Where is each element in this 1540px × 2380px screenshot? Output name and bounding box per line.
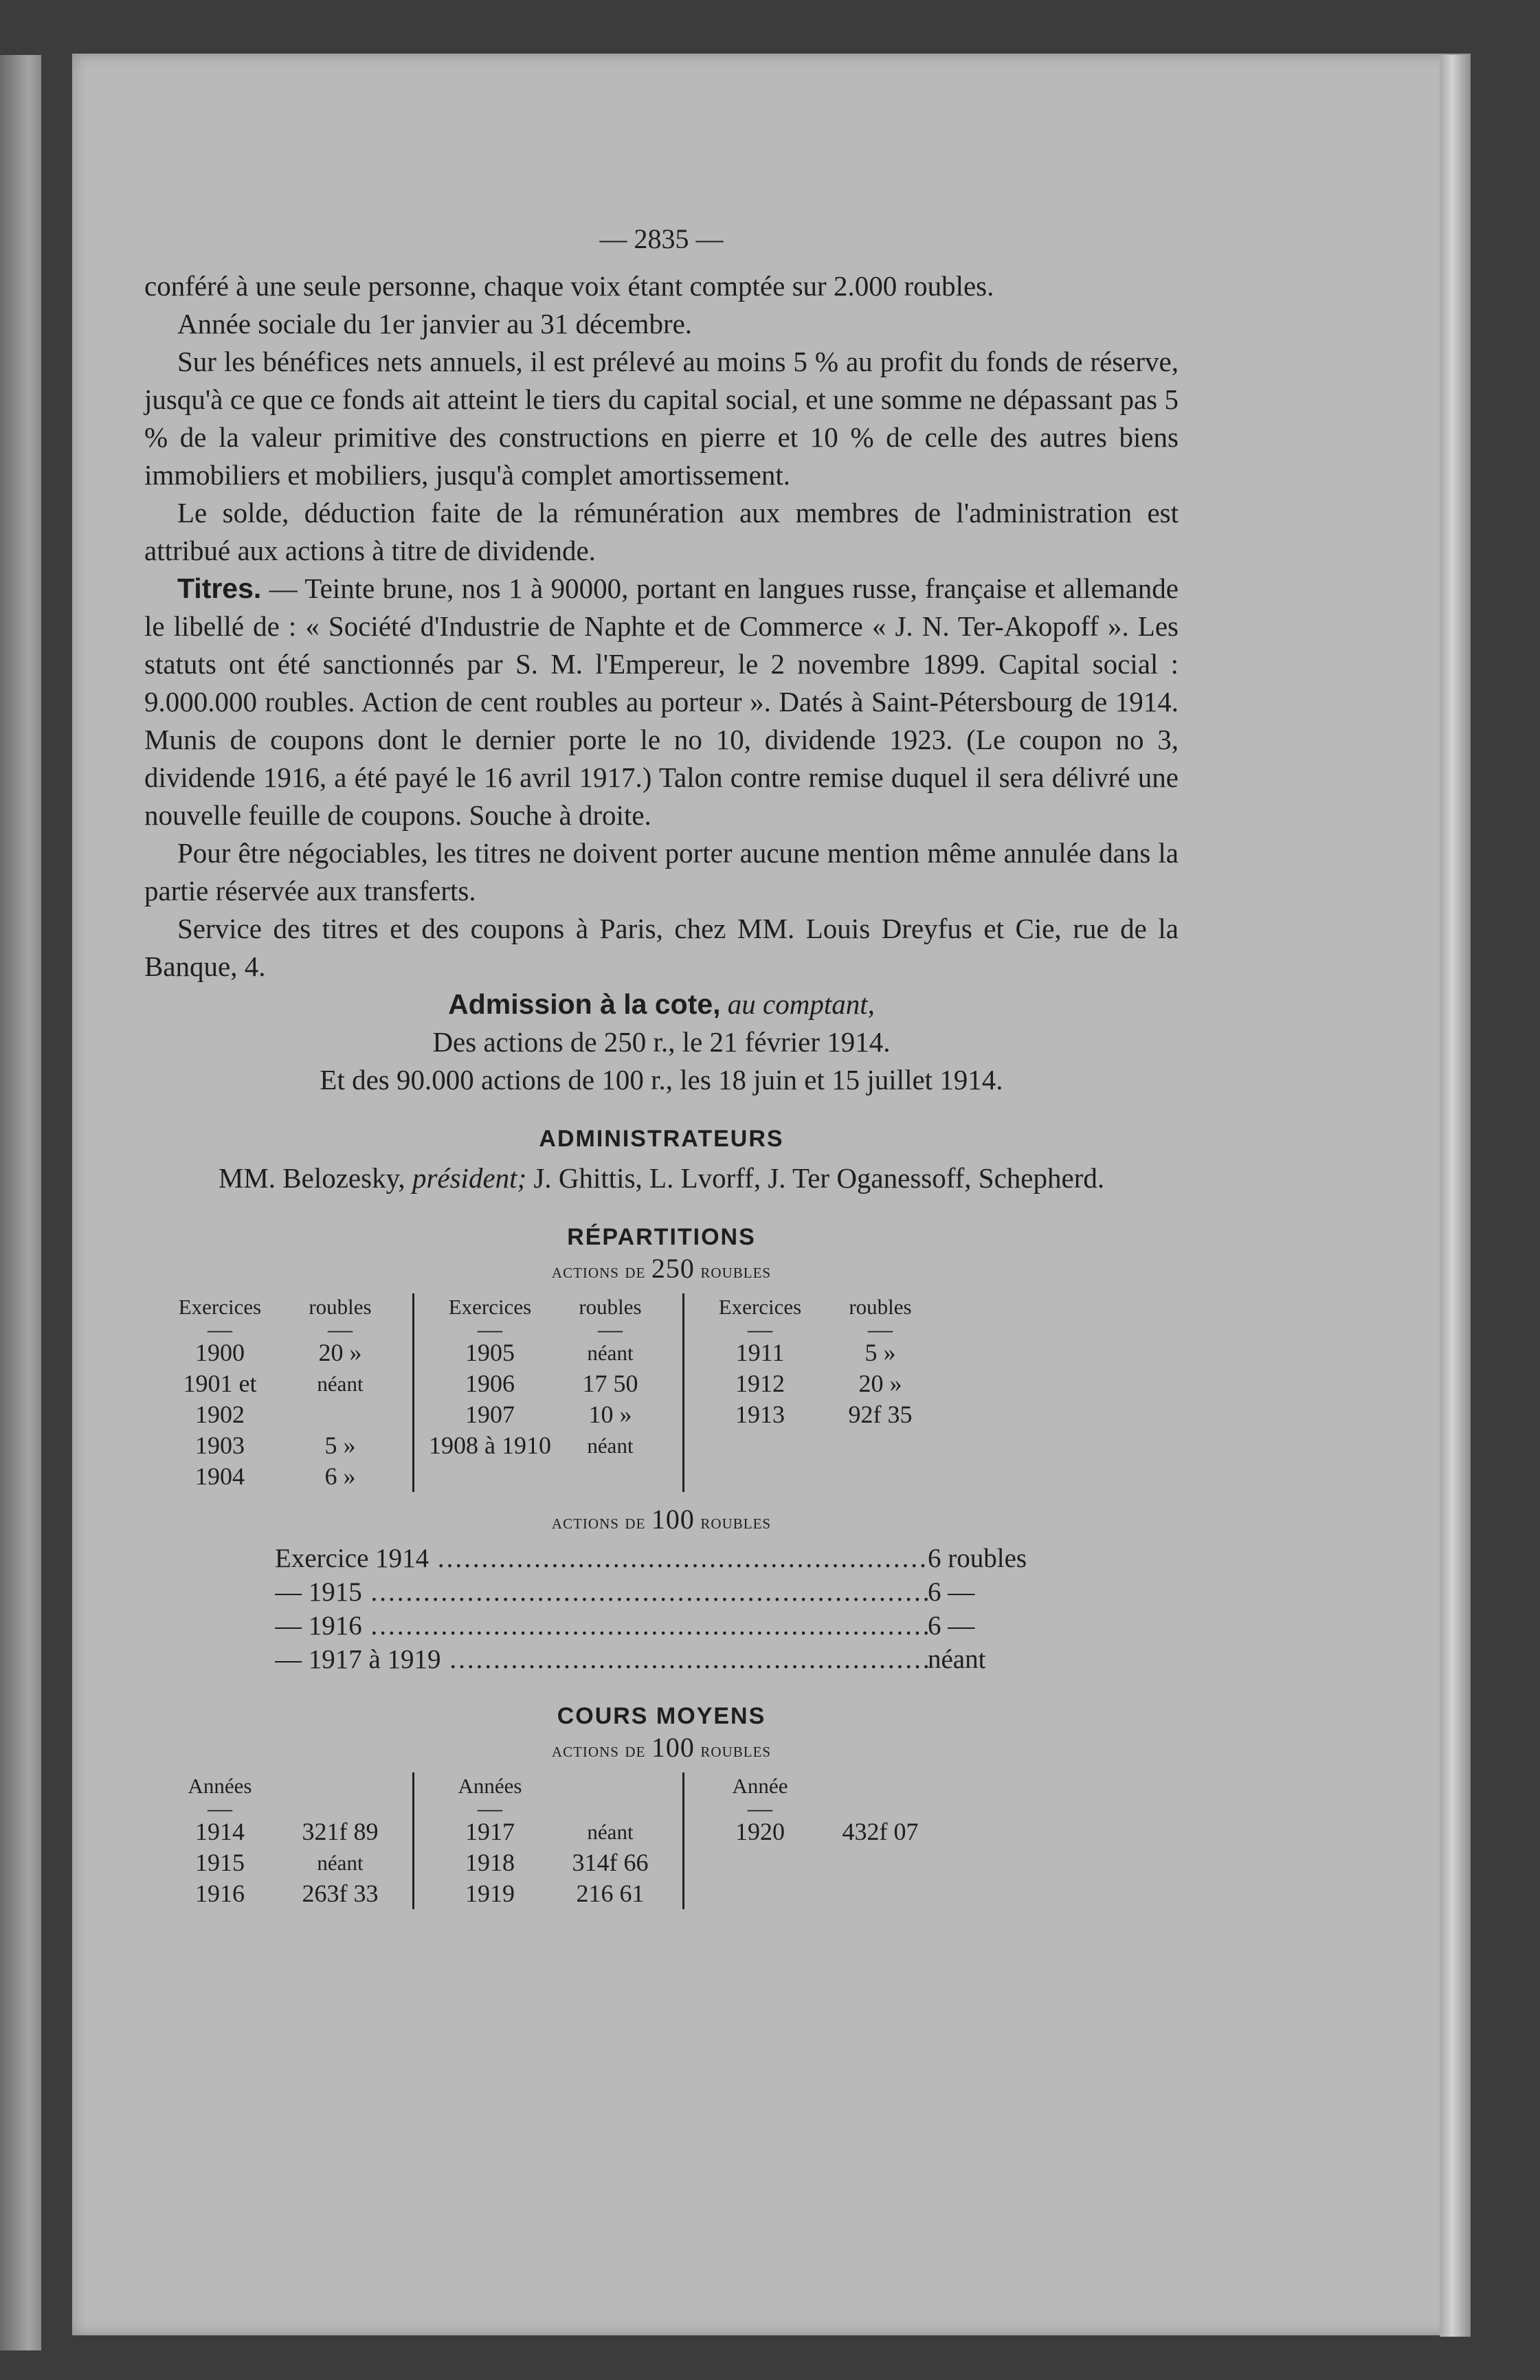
administrateurs-list: MM. Belozesky, président; J. Ghittis, L. Lvorff, J. Ter Oganessoff, Schepherd. bbox=[218, 1162, 1105, 1194]
paragraph-service: Service des titres et des coupons à Paris, chez MM. Louis Dreyfus et Cie, rue de la Banque, 4. bbox=[144, 913, 1179, 982]
repartitions-heading: RÉPARTITIONS bbox=[567, 1224, 756, 1250]
table-row: 1905 néant bbox=[465, 1339, 634, 1366]
paragraph-negotiable: Pour être négociables, les titres ne doivent porter aucune mention même annulée dans la partie réservée aux transferts. bbox=[144, 837, 1179, 907]
table-header: Années bbox=[188, 1774, 252, 1798]
table-row: 1900 20 » bbox=[195, 1339, 362, 1366]
list-item: Exercice 1914 ..... 6 roubles bbox=[275, 1542, 1179, 1575]
cours-moyens-subheading: actions de 100 roubles bbox=[551, 1732, 772, 1763]
paragraph-fiscal-year: Année sociale du 1er janvier au 31 décembre. bbox=[177, 308, 693, 340]
admission-block bbox=[144, 986, 1179, 1099]
table-row: 1918 314f 66 bbox=[465, 1849, 649, 1876]
list-item: — 1916 ..... 6 — bbox=[275, 1609, 1179, 1643]
cours-moyens-heading: COURS MOYENS bbox=[557, 1703, 766, 1729]
repartitions-column-2 bbox=[414, 1293, 684, 1492]
table-row: 1920 432f 07 bbox=[735, 1818, 919, 1845]
table-row: 1914 321f 89 bbox=[195, 1818, 379, 1845]
table-row: 1911 5 » bbox=[735, 1339, 896, 1366]
list-item: — 1917 à 1919 ..... néant bbox=[275, 1643, 1179, 1676]
table-row: 1903 5 » bbox=[195, 1432, 356, 1459]
table-header: Année bbox=[732, 1774, 788, 1798]
table-header: Années bbox=[458, 1774, 522, 1798]
table-header: Exercices roubles bbox=[178, 1295, 372, 1319]
table-row: 1915 néant bbox=[195, 1849, 364, 1876]
table-header: Exercices roubles bbox=[448, 1295, 642, 1319]
titres-label: Titres. bbox=[177, 572, 262, 604]
header-dash-row: — — bbox=[208, 1315, 353, 1343]
cours-column-1 bbox=[144, 1772, 414, 1909]
header-dash-row: — bbox=[478, 1794, 502, 1822]
table-row: 1906 17 50 bbox=[465, 1370, 638, 1397]
cours-moyens-table bbox=[144, 1772, 1179, 1909]
header-dash-row: — bbox=[208, 1794, 232, 1822]
repartitions-table-250 bbox=[144, 1293, 1179, 1492]
table-row: 1916 263f 33 bbox=[195, 1880, 379, 1907]
table-header: Exercices roubles bbox=[718, 1295, 912, 1319]
page-content bbox=[144, 220, 1179, 1909]
admission-title: Admission à la cote, au comptant, bbox=[448, 988, 875, 1020]
cours-column-3 bbox=[684, 1772, 952, 1909]
table-row: 1908 à 1910 néant bbox=[429, 1432, 634, 1459]
header-dash-row: — — bbox=[748, 1315, 893, 1343]
paragraph-balance: Le solde, déduction faite de la rémunération aux membres de l'administration est attribué aux actions à titre de dividende. bbox=[144, 497, 1179, 566]
admission-line-2: Et des 90.000 actions de 100 r., les 18 juin et 15 juillet 1914. bbox=[320, 1064, 1003, 1096]
adjacent-page-edge bbox=[0, 55, 41, 2350]
page-number: — 2835 — bbox=[599, 223, 724, 254]
repartitions-list-100 bbox=[275, 1542, 1179, 1676]
repartitions-subheading-250: actions de 250 roubles bbox=[551, 1253, 772, 1284]
repartitions-subheading-100: actions de 100 roubles bbox=[551, 1504, 772, 1535]
table-row: 1919 216 61 bbox=[465, 1880, 645, 1907]
table-row: 1917 néant bbox=[465, 1818, 634, 1845]
administrateurs-heading: ADMINISTRATEURS bbox=[539, 1126, 784, 1152]
list-item: — 1915 ..... 6 — bbox=[275, 1575, 1179, 1609]
repartitions-column-1 bbox=[144, 1293, 414, 1492]
admission-line-1: Des actions de 250 r., le 21 février 1914. bbox=[432, 1026, 891, 1058]
header-dash-row: — — bbox=[478, 1315, 623, 1343]
table-row: 1901 et 1902 néant bbox=[183, 1370, 364, 1428]
table-row: 1913 92f 35 bbox=[735, 1401, 913, 1428]
cours-column-2 bbox=[414, 1772, 684, 1909]
repartitions-column-3 bbox=[684, 1293, 952, 1492]
table-row: 1912 20 » bbox=[735, 1370, 902, 1397]
table-row: 1904 6 » bbox=[195, 1463, 356, 1490]
titres-text: — Teinte brune, nos 1 à 90000, portant en langues russe, française et allemande le libellé de : « Société d'Industrie de Naphte et de Commerce « J. N. Ter-Akopoff ». Les statuts ont été sanctionnés par S. M. l'Empereur, le 2 novembre 1899. Capital social : 9.000.000 roubles. Action de cent roubles au porteur ». Datés à Saint-Pétersbourg de 1914. Munis de coupons dont le dernier porte le no 10, dividende 1923. (Le coupon no 3, dividende 1916, a été payé le 16 avril 1917.) Talon contre remise duquel il sera délivré une nouvelle feuille de coupons. Souche à droite. bbox=[144, 572, 1179, 831]
paragraph-profits: Sur les bénéfices nets annuels, il est prélevé au moins 5 % au profit du fonds de réserve, jusqu'à ce que ce fonds ait atteint le tiers du capital social, et une somme ne dépassant pas 5 % de la valeur primitive des constructions en pierre et 10 % de celle des autres biens immobiliers et mobiliers, jusqu'à complet amortissement. bbox=[144, 346, 1179, 491]
table-row: 1907 10 » bbox=[465, 1401, 632, 1428]
paragraph-titres bbox=[144, 570, 1179, 834]
page-fore-edge bbox=[1440, 55, 1471, 2337]
paragraph-voting: conféré à une seule personne, chaque voix étant comptée sur 2.000 roubles. bbox=[144, 270, 994, 302]
header-dash-row: — bbox=[748, 1794, 772, 1822]
